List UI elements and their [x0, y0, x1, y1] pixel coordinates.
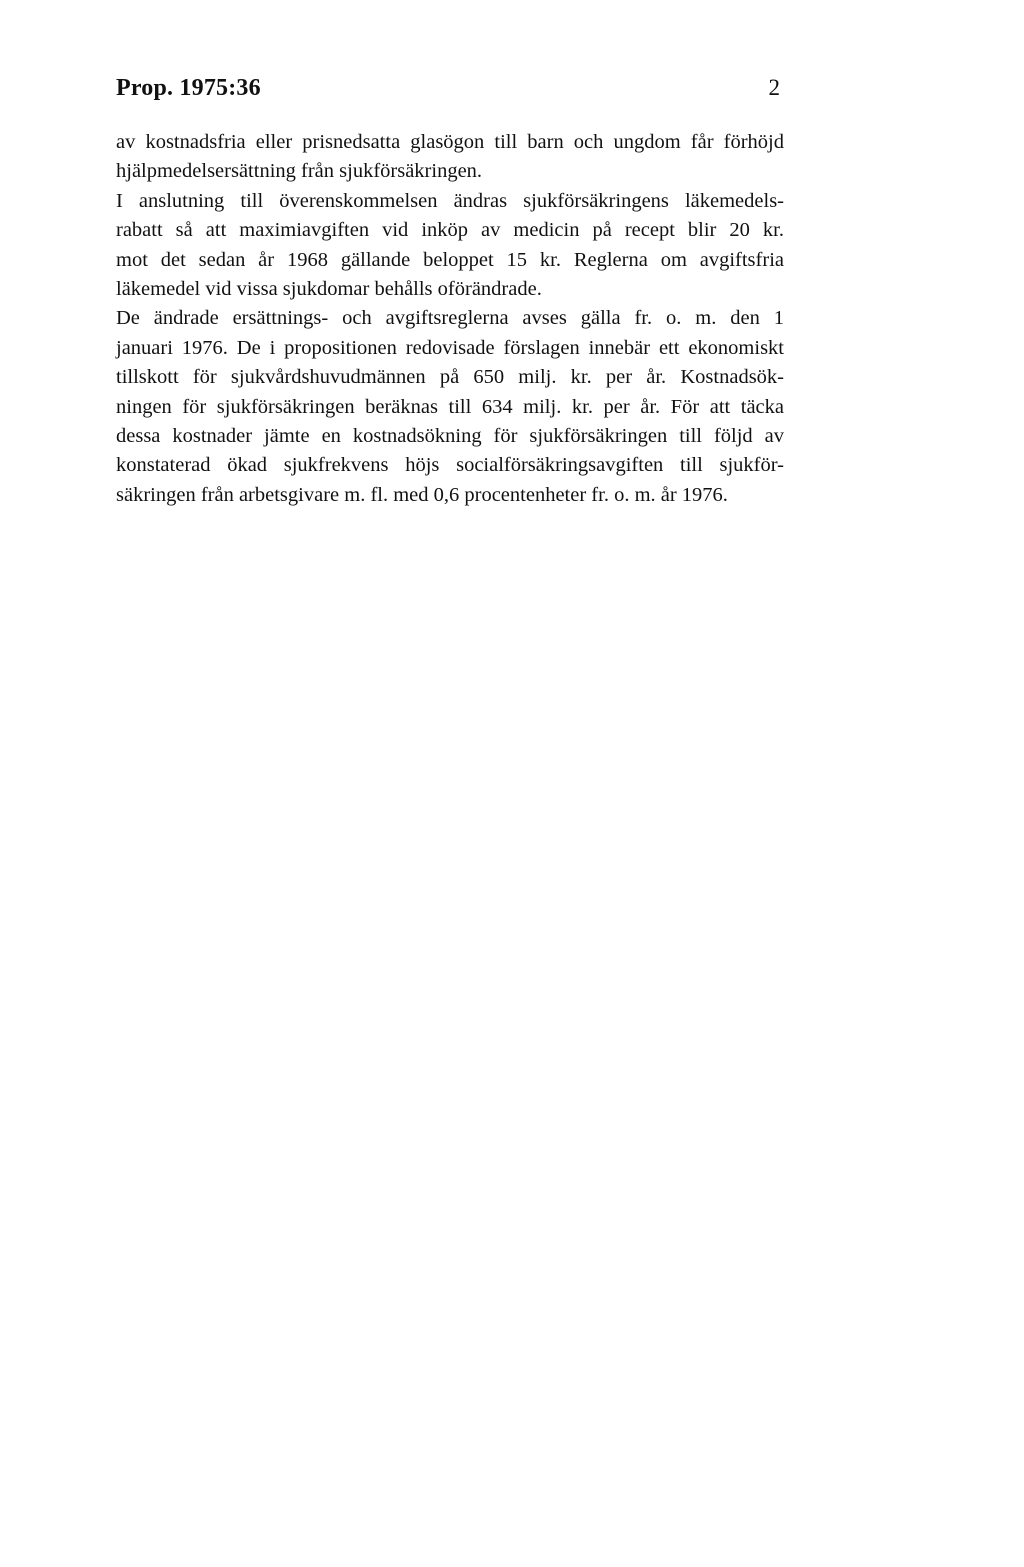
document-reference: Prop. 1975:36 — [116, 75, 261, 101]
text-line: ningen för sjukförsäkringen beräknas till 634 milj. kr. per år. För att täcka — [116, 395, 784, 418]
text-line: I anslutning till överenskommelsen ändras sjukförsäkringens läkemedels- — [116, 189, 784, 212]
text-line: konstaterad ökad sjukfrekvens höjs socialförsäkringsavgiften till sjukför- — [116, 454, 784, 477]
body-text — [116, 128, 784, 510]
text-line: dessa kostnader jämte en kostnadsökning för sjukförsäkringen till följd av — [116, 424, 784, 447]
text-line: tillskott för sjukvårdshuvudmännen på 650 milj. kr. per år. Kostnadsök- — [116, 366, 784, 389]
page-header — [116, 74, 780, 106]
text-line: av kostnadsfria eller prisnedsatta glasögon till barn och ungdom får förhöjd — [116, 131, 784, 153]
text-line: hjälpmedelsersättning från sjukförsäkringen. — [116, 160, 483, 183]
text-line: säkringen från arbetsgivare m. fl. med 0,6 procentenheter fr. o. m. år 1976. — [116, 483, 728, 506]
text-line: läkemedel vid vissa sjukdomar behålls oförändrade. — [116, 277, 542, 300]
page-number: 2 — [768, 75, 780, 100]
text-line: mot det sedan år 1968 gällande beloppet 15 kr. Reglerna om avgiftsfria — [116, 248, 784, 271]
text-line: rabatt så att maximiavgiften vid inköp av medicin på recept blir 20 kr. — [116, 219, 784, 242]
text-line: De ändrade ersättnings- och avgiftsreglerna avses gälla fr. o. m. den 1 — [116, 307, 784, 330]
text-line: januari 1976. De i propositionen redovisade förslagen innebär ett ekonomiskt — [116, 336, 784, 359]
